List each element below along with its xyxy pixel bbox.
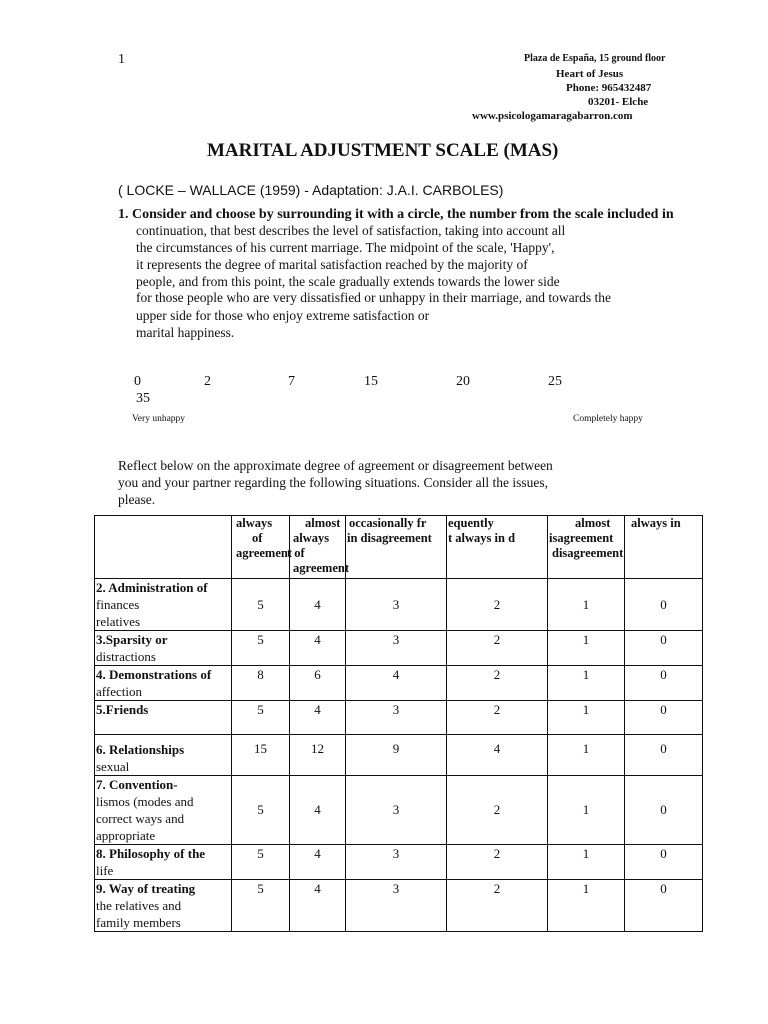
score-option[interactable]: 0: [625, 735, 703, 776]
header-fragment: occasionally fr: [349, 516, 427, 530]
score-option[interactable]: 9: [346, 735, 447, 776]
item-heading: 4. Demonstrations of: [96, 667, 212, 682]
address-line: Plaza de España, 15 ground floor: [524, 53, 666, 64]
item-text: family members: [96, 915, 181, 930]
reflect-line: you and your partner regarding the following situations. Consider all the issues,: [118, 475, 549, 490]
header-cell-empty: [95, 516, 232, 579]
score-option[interactable]: 5: [232, 880, 290, 932]
item-label: [95, 579, 232, 631]
item-heading: 6. Relationships: [96, 742, 185, 757]
scale-option[interactable]: 7: [288, 374, 295, 389]
item-heading: 3.Sparsity or: [96, 632, 168, 647]
item-text: appropriate: [96, 828, 156, 843]
score-option[interactable]: 1: [548, 701, 625, 735]
instruction-line: for those people who are very dissatisfied or unhappy in their marriage, and towards the: [136, 290, 611, 305]
score-option[interactable]: 2: [447, 845, 548, 880]
score-option[interactable]: 1: [548, 666, 625, 701]
item-heading: 8. Philosophy of the: [96, 846, 206, 861]
table-row: [95, 701, 703, 735]
scale-label-high: Completely happy: [573, 414, 643, 424]
address-line: Heart of Jesus: [556, 68, 624, 80]
reflect-line: please.: [118, 492, 156, 507]
score-option[interactable]: 1: [548, 776, 625, 845]
instruction-line: the circumstances of his current marriage. The midpoint of the scale, 'Happy',: [136, 240, 555, 255]
score-option[interactable]: 0: [625, 631, 703, 666]
score-option[interactable]: 3: [346, 845, 447, 880]
instruction-heading: 1. Consider and choose by surrounding it with a circle, the number from the scale included in: [118, 207, 674, 222]
mas-table: [94, 515, 703, 932]
item-heading: 2. Administration of: [96, 580, 208, 595]
score-option[interactable]: 3: [346, 880, 447, 932]
document-subtitle: ( LOCKE – WALLACE (1959) - Adaptation: J.A.I. CARBOLES): [118, 182, 504, 198]
header-cell-always-agreement: [232, 516, 290, 579]
score-option[interactable]: 5: [232, 631, 290, 666]
website-link[interactable]: www.psicologamaragabarron.com: [472, 110, 633, 122]
item-heading: 9. Way of treating: [96, 881, 196, 896]
score-option[interactable]: 15: [232, 735, 290, 776]
table-row: [95, 735, 703, 776]
item-text: correct ways and: [96, 811, 185, 826]
score-option[interactable]: 0: [625, 845, 703, 880]
header-cell-almost-always-agreement: [287, 516, 349, 579]
score-option[interactable]: 1: [548, 579, 625, 631]
item-heading: 5.Friends: [96, 702, 149, 717]
header-fragment: agreement: [236, 546, 292, 560]
score-option[interactable]: 8: [232, 666, 290, 701]
item-text: distractions: [96, 649, 156, 664]
item-text: the relatives and: [96, 898, 182, 913]
score-option[interactable]: 2: [447, 701, 548, 735]
item-label: [95, 631, 232, 666]
score-option[interactable]: 0: [625, 579, 703, 631]
header-fragment: disagreement: [552, 546, 624, 560]
score-option[interactable]: 3: [346, 776, 447, 845]
header-fragment: always in: [631, 516, 681, 530]
instruction-line: upper side for those who enjoy extreme satisfaction or: [136, 308, 430, 323]
item-text: relatives: [96, 614, 141, 629]
scale-option[interactable]: 25: [548, 374, 562, 389]
table-row: [95, 666, 703, 701]
scale-option[interactable]: 35: [136, 391, 150, 406]
table-row: [95, 579, 703, 631]
header-cell-always-in: [625, 516, 703, 579]
score-option[interactable]: 4: [290, 631, 346, 666]
score-option[interactable]: 3: [346, 579, 447, 631]
header-fragment: in disagreement: [347, 531, 432, 545]
header-fragment: isagreement: [549, 531, 614, 545]
score-option[interactable]: 2: [447, 666, 548, 701]
header-fragment: always: [236, 516, 273, 530]
header-fragment: always: [293, 531, 330, 545]
score-option[interactable]: 1: [548, 631, 625, 666]
score-option[interactable]: 4: [290, 845, 346, 880]
document-title: MARITAL ADJUSTMENT SCALE (MAS): [207, 140, 559, 161]
header-fragment: t of: [287, 546, 305, 560]
item-label: [95, 701, 232, 735]
item-label: [95, 880, 232, 932]
score-option[interactable]: 12: [290, 735, 346, 776]
score-option[interactable]: 4: [290, 579, 346, 631]
instruction-line: continuation, that best describes the level of satisfaction, taking into account all: [136, 223, 566, 238]
score-option[interactable]: 0: [625, 666, 703, 701]
score-option[interactable]: 2: [447, 776, 548, 845]
header-fragment: almost: [305, 516, 341, 530]
score-option[interactable]: 2: [447, 880, 548, 932]
scale-option[interactable]: 0: [134, 374, 141, 389]
instruction-line: it represents the degree of marital satisfaction reached by the majority of: [136, 257, 528, 272]
address-phone: Phone: 965432487: [566, 82, 652, 94]
header-fragment: of: [252, 531, 263, 545]
scale-option[interactable]: 20: [456, 374, 470, 389]
table-header-row: [95, 516, 703, 579]
score-option[interactable]: 5: [232, 579, 290, 631]
instruction-line: people, and from this point, the scale gradually extends towards the lower side: [136, 274, 560, 289]
header-cell-occasionally: [346, 516, 447, 579]
header-cell-frequently: [447, 516, 548, 579]
score-option[interactable]: 2: [447, 579, 548, 631]
score-option[interactable]: 0: [625, 701, 703, 735]
header-fragment: equently: [448, 516, 494, 530]
item-label: [95, 776, 232, 845]
header-cell-almost-disagreement: [548, 516, 625, 579]
score-option[interactable]: 4: [290, 880, 346, 932]
score-option[interactable]: 6: [290, 666, 346, 701]
score-option[interactable]: 4: [290, 701, 346, 735]
item-text: finances: [96, 597, 140, 612]
table-row: [95, 880, 703, 932]
scale-option[interactable]: 15: [364, 374, 378, 389]
item-label: [95, 735, 232, 776]
item-label: [95, 845, 232, 880]
table-row: [95, 845, 703, 880]
item-text: life: [96, 863, 114, 878]
header-fragment: agreement: [293, 561, 349, 575]
reflect-line: Reflect below on the approximate degree of agreement or disagreement between: [118, 458, 553, 473]
table-row: [95, 776, 703, 845]
score-option[interactable]: 4: [447, 735, 548, 776]
score-option[interactable]: 0: [625, 880, 703, 932]
score-option[interactable]: 3: [346, 631, 447, 666]
score-option[interactable]: 5: [232, 845, 290, 880]
score-option[interactable]: 3: [346, 701, 447, 735]
score-option[interactable]: 1: [548, 880, 625, 932]
item-heading: 7. Convention-: [96, 777, 178, 792]
header-fragment: t always in d: [448, 531, 516, 545]
scale-label-low: Very unhappy: [132, 414, 186, 424]
item-text: lismos (modes and: [96, 794, 194, 809]
instruction-line: marital happiness.: [136, 325, 235, 340]
address-line: 03201- Elche: [588, 96, 649, 108]
item-label: [95, 666, 232, 701]
score-option[interactable]: 5: [232, 701, 290, 735]
table-row: [95, 631, 703, 666]
page-number: 1: [118, 52, 125, 67]
item-text: sexual: [96, 759, 130, 774]
score-option[interactable]: 5: [232, 776, 290, 845]
scale-option[interactable]: 2: [204, 374, 211, 389]
score-option[interactable]: 1: [548, 735, 625, 776]
score-option[interactable]: 1: [548, 845, 625, 880]
score-option[interactable]: 4: [290, 776, 346, 845]
score-option[interactable]: 4: [346, 666, 447, 701]
header-fragment: almost: [575, 516, 611, 530]
item-text: affection: [96, 684, 142, 699]
score-option[interactable]: 0: [625, 776, 703, 845]
score-option[interactable]: 2: [447, 631, 548, 666]
